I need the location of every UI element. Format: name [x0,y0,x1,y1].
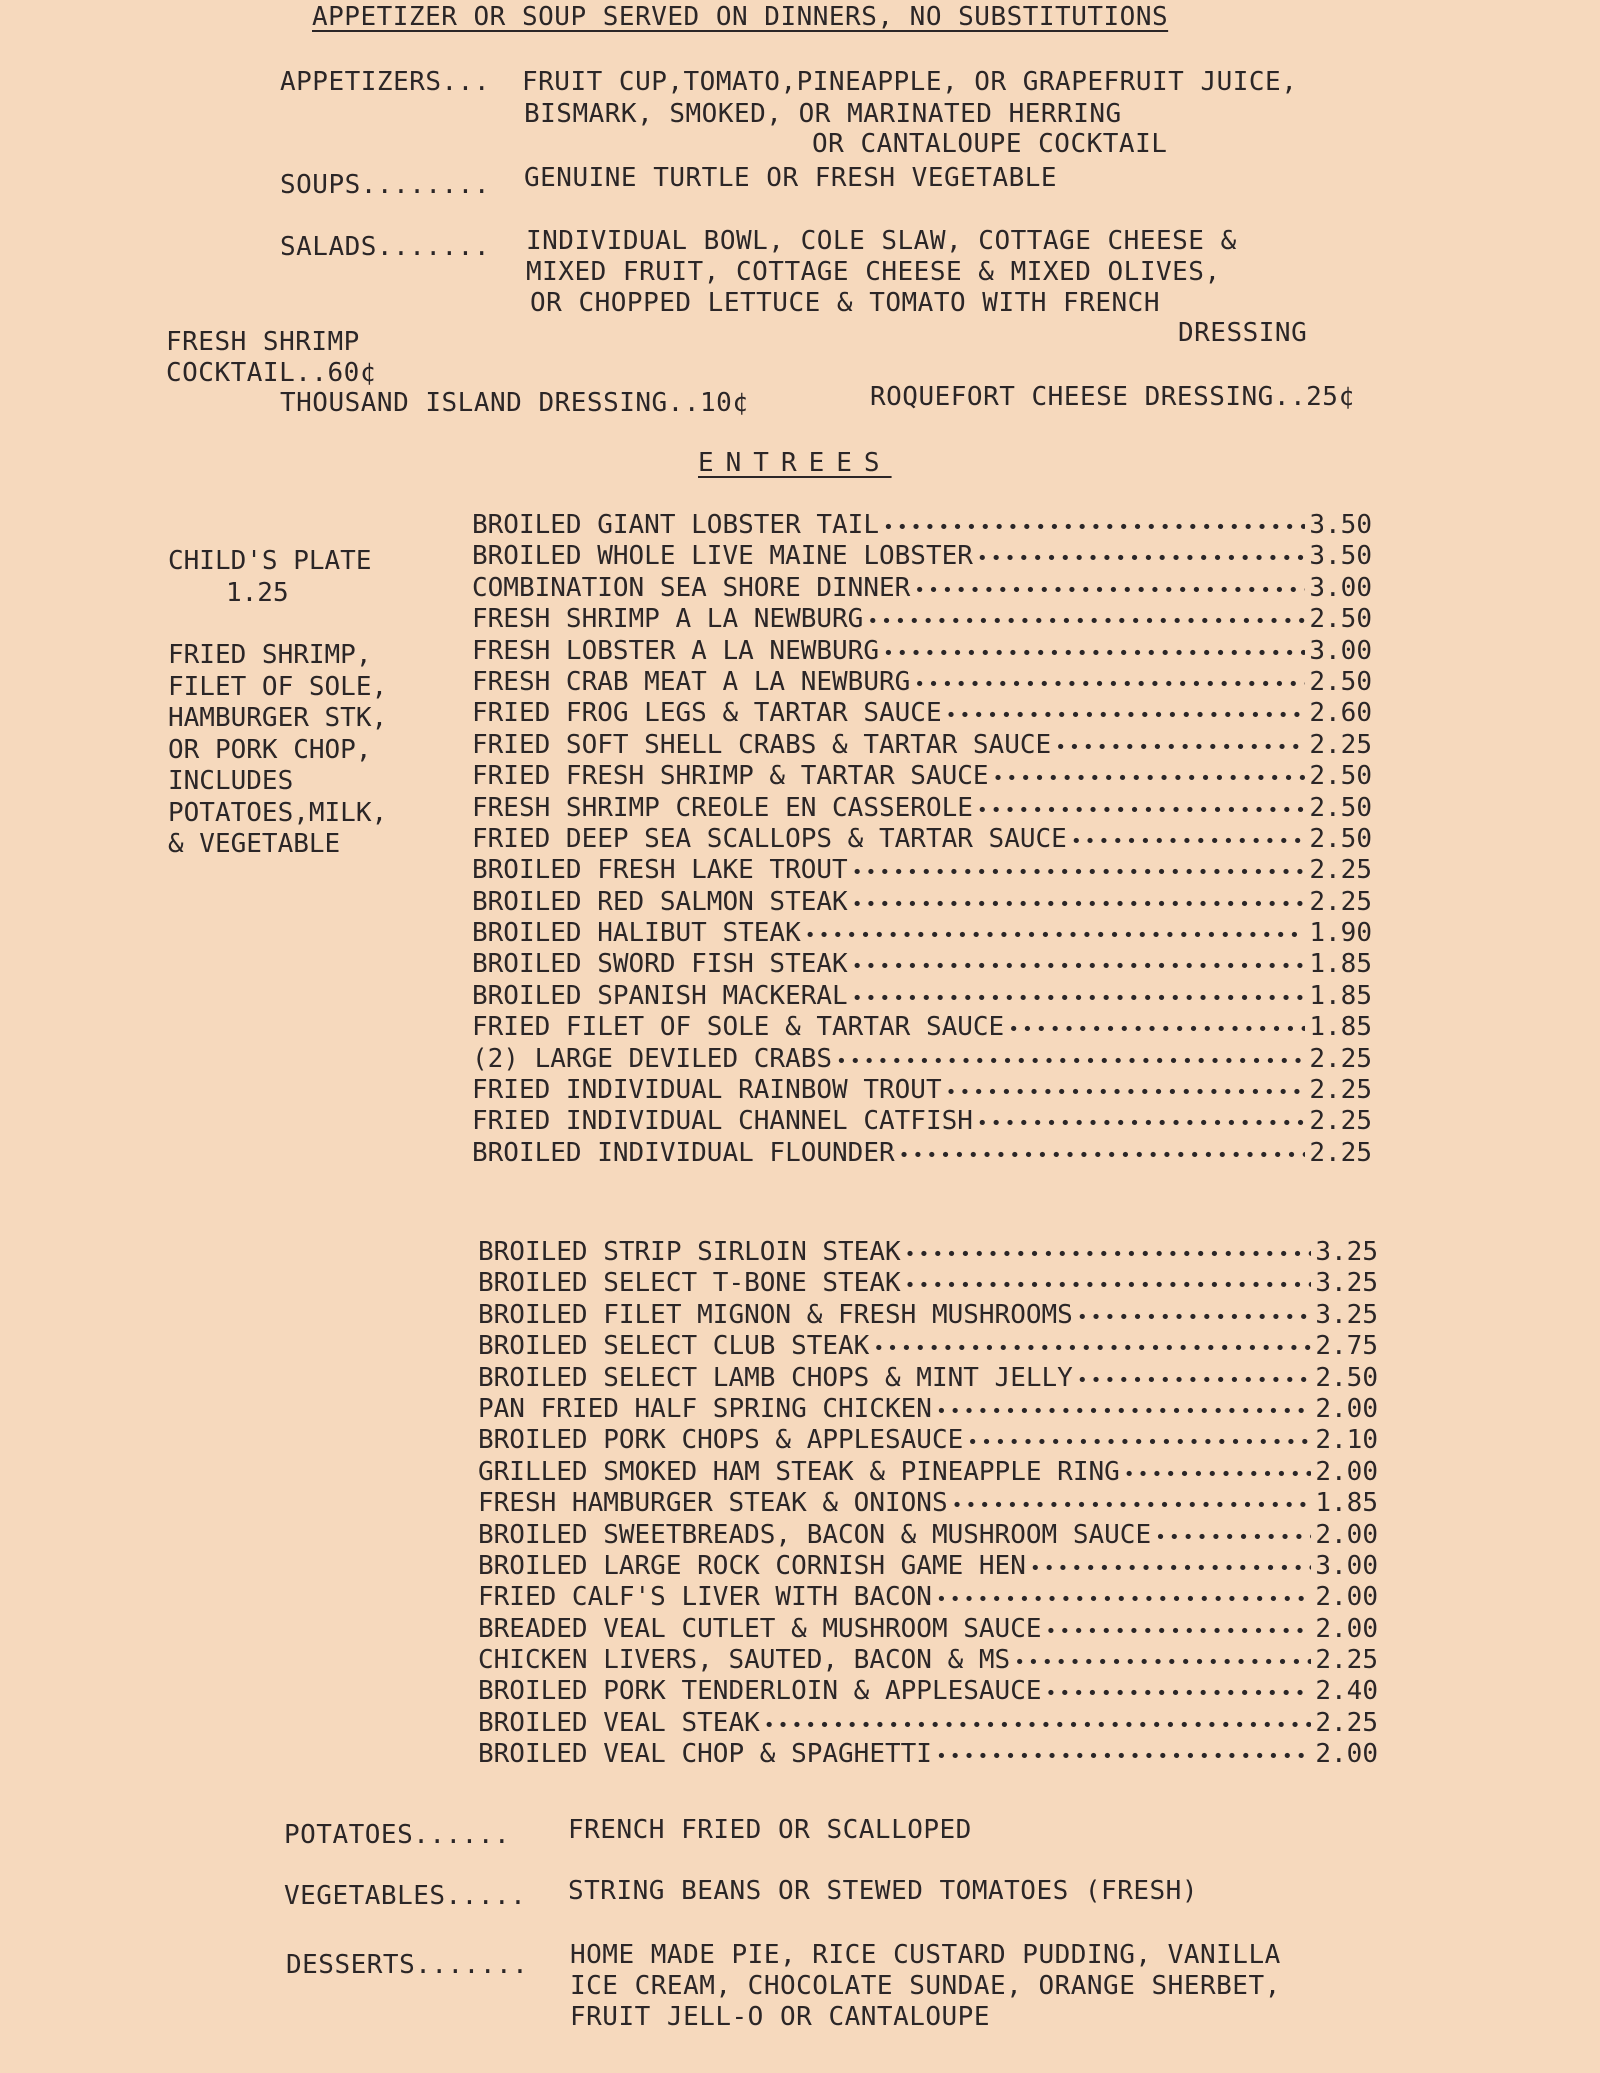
salads-line-1: INDIVIDUAL BOWL, COLE SLAW, COTTAGE CHEESE & [526,226,1237,256]
menu-item-name: FRESH HAMBURGER STEAK & ONIONS [478,1488,948,1519]
dot-leader [852,887,1306,920]
menu-item-price: 3.25 [1315,1237,1378,1267]
menu-item-row [472,918,1372,949]
menu-item-price: 2.25 [1309,1043,1372,1074]
childs-plate-desc-line: HAMBURGER STK, [168,703,388,733]
menu-item-name: FRIED FROG LEGS & TARTAR SAUCE [472,698,942,729]
dot-leader [977,1106,1305,1139]
dot-leader [836,1044,1305,1077]
dot-leader [852,949,1306,982]
roquefort-dressing: ROQUEFORT CHEESE DRESSING..25¢ [870,382,1355,412]
menu-item-name: BROILED SPANISH MACKERAL [472,980,848,1011]
dot-leader [952,1488,1312,1521]
menu-item-price: 2.25 [1315,1707,1378,1738]
dot-leader [1046,1614,1312,1647]
soups-label: SOUPS........ [280,170,490,200]
vegetables-label: VEGETABLES..... [284,1881,527,1911]
menu-item-price: 2.00 [1315,1393,1378,1424]
menu-item-row [478,1614,1378,1645]
menu-item-name: FRIED SOFT SHELL CRABS & TARTAR SAUCE [472,729,1052,760]
menu-item-row [478,1425,1378,1456]
menu-item-name: GRILLED SMOKED HAM STEAK & PINEAPPLE RING [478,1456,1120,1487]
menu-item-row [478,1551,1378,1582]
potatoes-label: POTATOES...... [284,1820,511,1850]
menu-item-price: 2.25 [1309,886,1372,917]
salads-label: SALADS....... [280,232,490,262]
dot-leader [1046,1676,1312,1709]
menu-item-price: 2.00 [1315,1613,1378,1644]
menu-item-name: FRIED INDIVIDUAL CHANNEL CATFISH [472,1106,973,1137]
dot-leader [936,1582,1311,1615]
menu-item-row [478,1708,1378,1739]
menu-item-row [478,1645,1378,1676]
childs-plate-price: 1.25 [226,578,289,608]
menu-item-name: BROILED VEAL STEAK [478,1707,760,1738]
menu-item-price: 1.85 [1315,1488,1378,1519]
menu-item-price: 2.50 [1315,1362,1378,1393]
menu-item-name: FRESH CRAB MEAT A LA NEWBURG [472,666,911,697]
menu-item-row [478,1237,1378,1268]
menu-item-price: 1.85 [1309,949,1372,980]
dot-leader [1077,1363,1312,1396]
menu-item-row [478,1331,1378,1362]
menu-item-name: BROILED WHOLE LIVE MAINE LOBSTER [472,541,973,572]
menu-item-name: BROILED FRESH LAKE TROUT [472,855,848,886]
soups-line-1: GENUINE TURTLE OR FRESH VEGETABLE [524,163,1058,193]
menu-item-name: FRESH LOBSTER A LA NEWBURG [472,635,879,666]
menu-item-price: 1.85 [1309,980,1372,1011]
menu-item-price: 1.85 [1309,1012,1372,1043]
desserts-line-3: FRUIT JELL-O OR CANTALOUPE [570,2002,990,2032]
menu-item-row [478,1457,1378,1488]
appetizers-label: APPETIZERS... [280,67,490,97]
menu-item-row [472,541,1372,572]
dot-leader [883,510,1305,543]
shrimp-cocktail-line-1: FRESH SHRIMP [166,327,360,357]
potatoes-line-1: FRENCH FRIED OR SCALLOPED [568,1815,972,1845]
menu-item-row [478,1676,1378,1707]
menu-item-name: BROILED FILET MIGNON & FRESH MUSHROOMS [478,1299,1073,1330]
menu-item-row [478,1300,1378,1331]
menu-item-price: 2.00 [1315,1519,1378,1550]
shrimp-cocktail-line-2: COCKTAIL..60¢ [166,358,376,388]
salads-line-4: DRESSING [1178,318,1308,348]
menu-item-row [472,887,1372,918]
menu-item-price: 2.60 [1309,698,1372,729]
menu-item-price: 3.50 [1309,510,1372,540]
menu-item-price: 2.25 [1309,1075,1372,1106]
menu-item-price: 2.25 [1309,1106,1372,1137]
menu-item-name: BROILED SWORD FISH STEAK [472,949,848,980]
menu-item-row [472,604,1372,635]
menu-item-name: BROILED SELECT LAMB CHOPS & MINT JELLY [478,1362,1073,1393]
menu-item-row [472,949,1372,980]
dot-leader [946,698,1306,731]
menu-item-price: 2.00 [1315,1456,1378,1487]
menu-item-price: 2.25 [1309,855,1372,886]
menu-item-name: FRESH SHRIMP A LA NEWBURG [472,604,864,635]
menu-item-price: 2.75 [1315,1331,1378,1362]
menu-item-row [472,981,1372,1012]
menu-item-price: 3.25 [1315,1268,1378,1299]
dot-leader [1071,824,1306,857]
menu-item-row [472,761,1372,792]
menu-item-price: 2.00 [1315,1739,1378,1770]
dot-leader [1124,1457,1312,1490]
childs-plate-desc-line: & VEGETABLE [168,829,341,859]
dot-leader [883,636,1305,669]
dot-leader [1055,730,1305,763]
childs-plate-desc-line: INCLUDES [168,766,294,796]
dot-leader [805,918,1306,951]
menu-item-price: 2.25 [1315,1645,1378,1676]
dot-leader [852,981,1306,1014]
menu-item-name: (2) LARGE DEVILED CRABS [472,1043,833,1074]
menu-item-row [478,1739,1378,1770]
menu-item-row [478,1394,1378,1425]
menu-item-name: BROILED PORK CHOPS & APPLESAUCE [478,1425,964,1456]
menu-item-price: 2.50 [1309,666,1372,697]
menu-item-name: BROILED PORK TENDERLOIN & APPLESAUCE [478,1676,1042,1707]
childs-plate-title: CHILD'S PLATE [168,546,372,576]
menu-item-row [472,1044,1372,1075]
menu-item-row [472,1106,1372,1137]
dot-leader [993,761,1306,794]
menu-header: APPETIZER OR SOUP SERVED ON DINNERS, NO SUBSTITUTIONS [312,2,1169,32]
menu-item-name: BROILED SELECT T-BONE STEAK [478,1268,901,1299]
menu-item-row [478,1268,1378,1299]
appetizers-line-2: BISMARK, SMOKED, OR MARINATED HERRING [524,99,1122,129]
menu-item-name: BROILED SWEETBREADS, BACON & MUSHROOM SAUCE [478,1519,1152,1550]
menu-item-row [472,824,1372,855]
vegetables-line-1: STRING BEANS OR STEWED TOMATOES (FRESH) [568,1876,1198,1906]
menu-item-price: 3.50 [1309,541,1372,572]
childs-plate-desc-line: POTATOES,MILK, [168,797,388,828]
menu-item-price: 2.10 [1315,1425,1378,1456]
dot-leader [1030,1551,1312,1584]
appetizers-line-1: FRUIT CUP,TOMATO,PINEAPPLE, OR GRAPEFRUIT JUICE, [522,67,1298,97]
menu-item-name: BREADED VEAL CUTLET & MUSHROOM SAUCE [478,1613,1042,1644]
menu-item-price: 2.25 [1309,1137,1372,1168]
menu-item-row [472,1012,1372,1043]
dot-leader [977,541,1305,574]
menu-item-price: 2.50 [1309,604,1372,635]
dot-leader [914,667,1305,700]
dot-leader [1008,1012,1305,1045]
dot-leader [1077,1300,1312,1333]
salads-line-2: MIXED FRUIT, COTTAGE CHEESE & MIXED OLIVES, [526,257,1221,287]
dot-leader [764,1708,1312,1741]
menu-item-name: FRIED INDIVIDUAL RAINBOW TROUT [472,1075,942,1106]
menu-item-name: FRESH SHRIMP CREOLE EN CASSEROLE [472,792,973,823]
dot-leader [936,1739,1311,1772]
dot-leader [977,793,1305,826]
dot-leader [899,1138,1306,1171]
dot-leader [914,573,1305,606]
appetizers-line-3: OR CANTALOUPE COCKTAIL [812,129,1168,159]
dot-leader [852,855,1306,888]
dot-leader [905,1268,1312,1301]
menu-item-name: BROILED INDIVIDUAL FLOUNDER [472,1137,895,1168]
dot-leader [936,1394,1311,1427]
menu-item-row [472,730,1372,761]
menu-item-name: CHICKEN LIVERS, SAUTED, BACON & MS [478,1645,1011,1676]
menu-item-price: 3.00 [1309,572,1372,603]
menu-item-row [478,1488,1378,1519]
menu-item-row [478,1582,1378,1613]
menu-item-price: 2.40 [1315,1676,1378,1707]
menu-item-name: FRIED CALF'S LIVER WITH BACON [478,1582,932,1613]
desserts-line-2: ICE CREAM, CHOCOLATE SUNDAE, ORANGE SHERBET, [570,1971,1281,2001]
menu-item-name: FRIED FILET OF SOLE & TARTAR SAUCE [472,1012,1005,1043]
dot-leader [905,1237,1312,1270]
menu-item-name: COMBINATION SEA SHORE DINNER [472,572,911,603]
menu-item-price: 2.50 [1309,823,1372,854]
menu-item-row [478,1363,1378,1394]
dot-leader [1155,1520,1311,1553]
meat-entrees-list [478,1237,1378,1771]
desserts-label: DESSERTS....... [286,1950,529,1980]
menu-item-row [472,573,1372,604]
menu-item-row [472,793,1372,824]
thousand-island-dressing: THOUSAND ISLAND DRESSING..10¢ [280,388,749,418]
menu-item-price: 2.00 [1315,1582,1378,1613]
entrees-title: ENTREES [698,448,892,478]
dot-leader [946,1075,1306,1108]
childs-plate-desc-line: FRIED SHRIMP, [168,640,372,670]
dot-leader [1014,1645,1311,1678]
menu-item-name: BROILED VEAL CHOP & SPAGHETTI [478,1739,932,1770]
salads-line-3: OR CHOPPED LETTUCE & TOMATO WITH FRENCH [530,288,1160,318]
menu-item-row [472,1138,1372,1169]
menu-item-row [472,698,1372,729]
menu-item-price: 3.00 [1315,1550,1378,1581]
childs-plate-desc-line: OR PORK CHOP, [168,734,372,765]
menu-item-price: 2.50 [1309,761,1372,792]
menu-item-name: BROILED STRIP SIRLOIN STEAK [478,1237,901,1267]
menu-item-price: 3.00 [1309,635,1372,666]
menu-item-price: 2.25 [1309,729,1372,760]
menu-item-name: PAN FRIED HALF SPRING CHICKEN [478,1393,932,1424]
menu-item-name: FRIED FRESH SHRIMP & TARTAR SAUCE [472,761,989,792]
menu-item-row [472,1075,1372,1106]
menu-item-row [472,636,1372,667]
seafood-entrees-list [472,510,1372,1169]
menu-item-name: FRIED DEEP SEA SCALLOPS & TARTAR SAUCE [472,823,1067,854]
menu-item-price: 2.50 [1309,792,1372,823]
dot-leader [867,604,1305,637]
desserts-line-1: HOME MADE PIE, RICE CUSTARD PUDDING, VANILLA [570,1940,1281,1970]
menu-item-row [478,1520,1378,1551]
menu-item-name: BROILED LARGE ROCK CORNISH GAME HEN [478,1550,1026,1581]
menu-item-name: BROILED SELECT CLUB STEAK [478,1331,870,1362]
menu-item-name: BROILED GIANT LOBSTER TAIL [472,510,879,540]
dot-leader [873,1331,1311,1364]
menu-item-name: BROILED HALIBUT STEAK [472,918,801,949]
menu-item-price: 1.90 [1309,918,1372,949]
menu-item-row [472,667,1372,698]
menu-item-row [472,510,1372,541]
dot-leader [967,1425,1311,1458]
menu-item-name: BROILED RED SALMON STEAK [472,886,848,917]
menu-item-row [472,855,1372,886]
menu-item-price: 3.25 [1315,1299,1378,1330]
childs-plate-desc-line: FILET OF SOLE, [168,671,388,702]
